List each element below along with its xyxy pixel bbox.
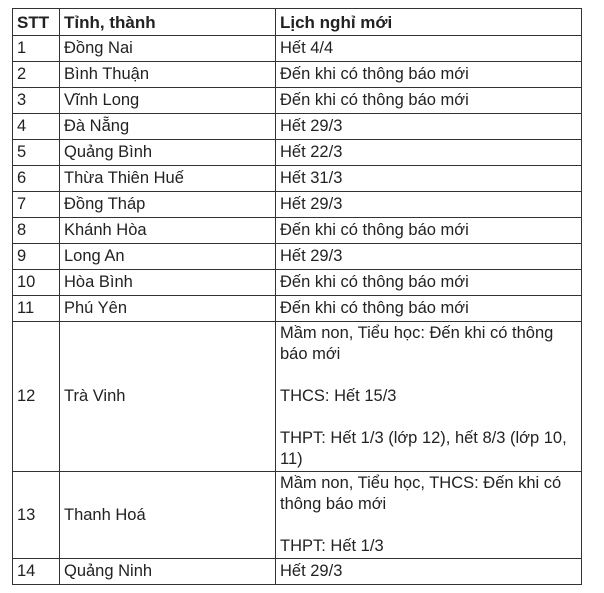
header-schedule: Lịch nghỉ mới	[276, 9, 582, 36]
table-row	[13, 88, 582, 114]
cell-province: Đà Nẵng	[60, 114, 276, 140]
cell-province: Đồng Tháp	[60, 192, 276, 218]
cell-stt: 8	[13, 218, 60, 244]
cell-schedule: Đến khi có thông báo mới	[276, 270, 582, 296]
cell-schedule: Đến khi có thông báo mới	[276, 218, 582, 244]
table-row	[13, 218, 582, 244]
cell-stt: 2	[13, 62, 60, 88]
cell-schedule: Hết 29/3	[276, 114, 582, 140]
cell-province: Khánh Hòa	[60, 218, 276, 244]
table-row	[13, 114, 582, 140]
table-row	[13, 166, 582, 192]
cell-stt: 10	[13, 270, 60, 296]
cell-schedule	[276, 322, 582, 472]
schedule-line: THPT: Hết 1/3	[280, 537, 384, 555]
cell-schedule: Hết 29/3	[276, 192, 582, 218]
cell-schedule: Hết 29/3	[276, 244, 582, 270]
table-row	[13, 62, 582, 88]
header-province: Tỉnh, thành	[60, 9, 276, 36]
cell-province: Long An	[60, 244, 276, 270]
cell-province: Thanh Hoá	[60, 472, 276, 559]
cell-stt: 5	[13, 140, 60, 166]
line-gap	[280, 515, 577, 536]
table-row	[13, 192, 582, 218]
cell-stt: 13	[13, 472, 60, 559]
header-stt: STT	[13, 9, 60, 36]
schedule-line: Mầm non, Tiểu học, THCS: Đến khi có thông báo mới	[280, 474, 562, 513]
cell-province: Đồng Nai	[60, 36, 276, 62]
cell-stt: 3	[13, 88, 60, 114]
cell-stt: 7	[13, 192, 60, 218]
table-row	[13, 296, 582, 322]
cell-province: Bình Thuận	[60, 62, 276, 88]
table-row	[13, 559, 582, 585]
schedule-line: THCS: Hết 15/3	[280, 387, 397, 405]
cell-province: Quảng Ninh	[60, 559, 276, 585]
table-row	[13, 36, 582, 62]
table-row	[13, 244, 582, 270]
cell-stt: 11	[13, 296, 60, 322]
line-gap	[280, 407, 577, 428]
cell-stt: 14	[13, 559, 60, 585]
cell-province: Quảng Bình	[60, 140, 276, 166]
cell-province: Thừa Thiên Huế	[60, 166, 276, 192]
line-gap	[280, 365, 577, 386]
cell-stt: 4	[13, 114, 60, 140]
cell-schedule: Đến khi có thông báo mới	[276, 88, 582, 114]
cell-province: Phú Yên	[60, 296, 276, 322]
table-row	[13, 472, 582, 559]
cell-schedule: Đến khi có thông báo mới	[276, 62, 582, 88]
school-closure-table	[12, 8, 582, 585]
cell-stt: 1	[13, 36, 60, 62]
cell-province: Vĩnh Long	[60, 88, 276, 114]
schedule-line: THPT: Hết 1/3 (lớp 12), hết 8/3 (lớp 10, 11)	[280, 429, 567, 468]
cell-province: Hòa Bình	[60, 270, 276, 296]
table-row	[13, 322, 582, 472]
cell-schedule: Hết 29/3	[276, 559, 582, 585]
table-header-row	[13, 9, 582, 36]
cell-schedule	[276, 472, 582, 559]
table-row	[13, 270, 582, 296]
cell-schedule: Đến khi có thông báo mới	[276, 296, 582, 322]
cell-stt: 9	[13, 244, 60, 270]
cell-stt: 12	[13, 322, 60, 472]
cell-stt: 6	[13, 166, 60, 192]
cell-schedule: Hết 31/3	[276, 166, 582, 192]
cell-schedule: Hết 22/3	[276, 140, 582, 166]
schedule-line: Mầm non, Tiểu học: Đến khi có thông báo mới	[280, 324, 554, 363]
cell-province: Trà Vinh	[60, 322, 276, 472]
table-row	[13, 140, 582, 166]
cell-schedule: Hết 4/4	[276, 36, 582, 62]
